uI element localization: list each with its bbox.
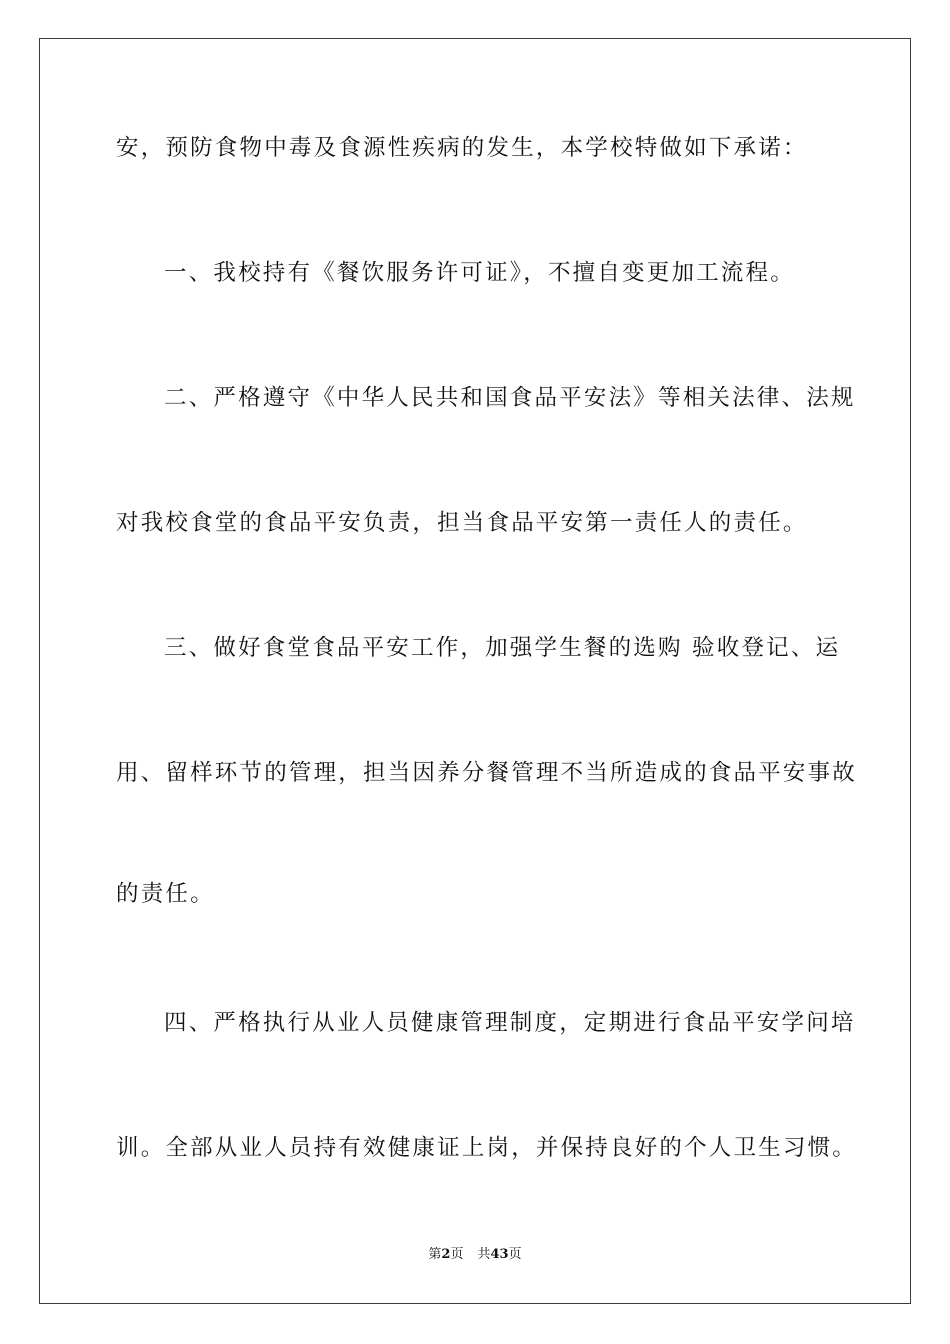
page-footer: [0, 1246, 950, 1264]
paragraph-line-9: 训。全部从业人员持有效健康证上岗，并保持良好的个人卫生习惯。: [116, 1135, 858, 1161]
total-pages: 43: [490, 1247, 509, 1262]
paragraph-line-8: 四、严格执行从业人员健康管理制度，定期进行食品平安学问培: [164, 1010, 856, 1036]
total-prefix: 共: [477, 1247, 491, 1262]
page-frame: [39, 38, 911, 1304]
page-suffix: 页: [450, 1247, 464, 1262]
total-suffix: 页: [508, 1247, 522, 1262]
paragraph-line-7: 的责任。: [116, 881, 215, 907]
paragraph-line-2: 一、我校持有《餐饮服务许可证》，不擅自变更加工流程。: [164, 260, 795, 286]
page-prefix: 第: [428, 1247, 442, 1262]
paragraph-line-3: 二、严格遵守《中华人民共和国食品平安法》等相关法律、法规: [164, 385, 856, 411]
paragraph-line-4: 对我校食堂的食品平安负责，担当食品平安第一责任人的责任。: [116, 510, 808, 536]
paragraph-line-6: 用、留样环节的管理，担当因养分餐管理不当所造成的食品平安事故: [116, 760, 858, 786]
page-number: 2: [441, 1247, 451, 1262]
paragraph-line-5: 三、做好食堂食品平安工作，加强学生餐的选购 验收登记、运: [164, 635, 841, 661]
paragraph-line-1: 安，预防食物中毒及食源性疾病的发生，本学校特做如下承诺：: [116, 135, 808, 161]
